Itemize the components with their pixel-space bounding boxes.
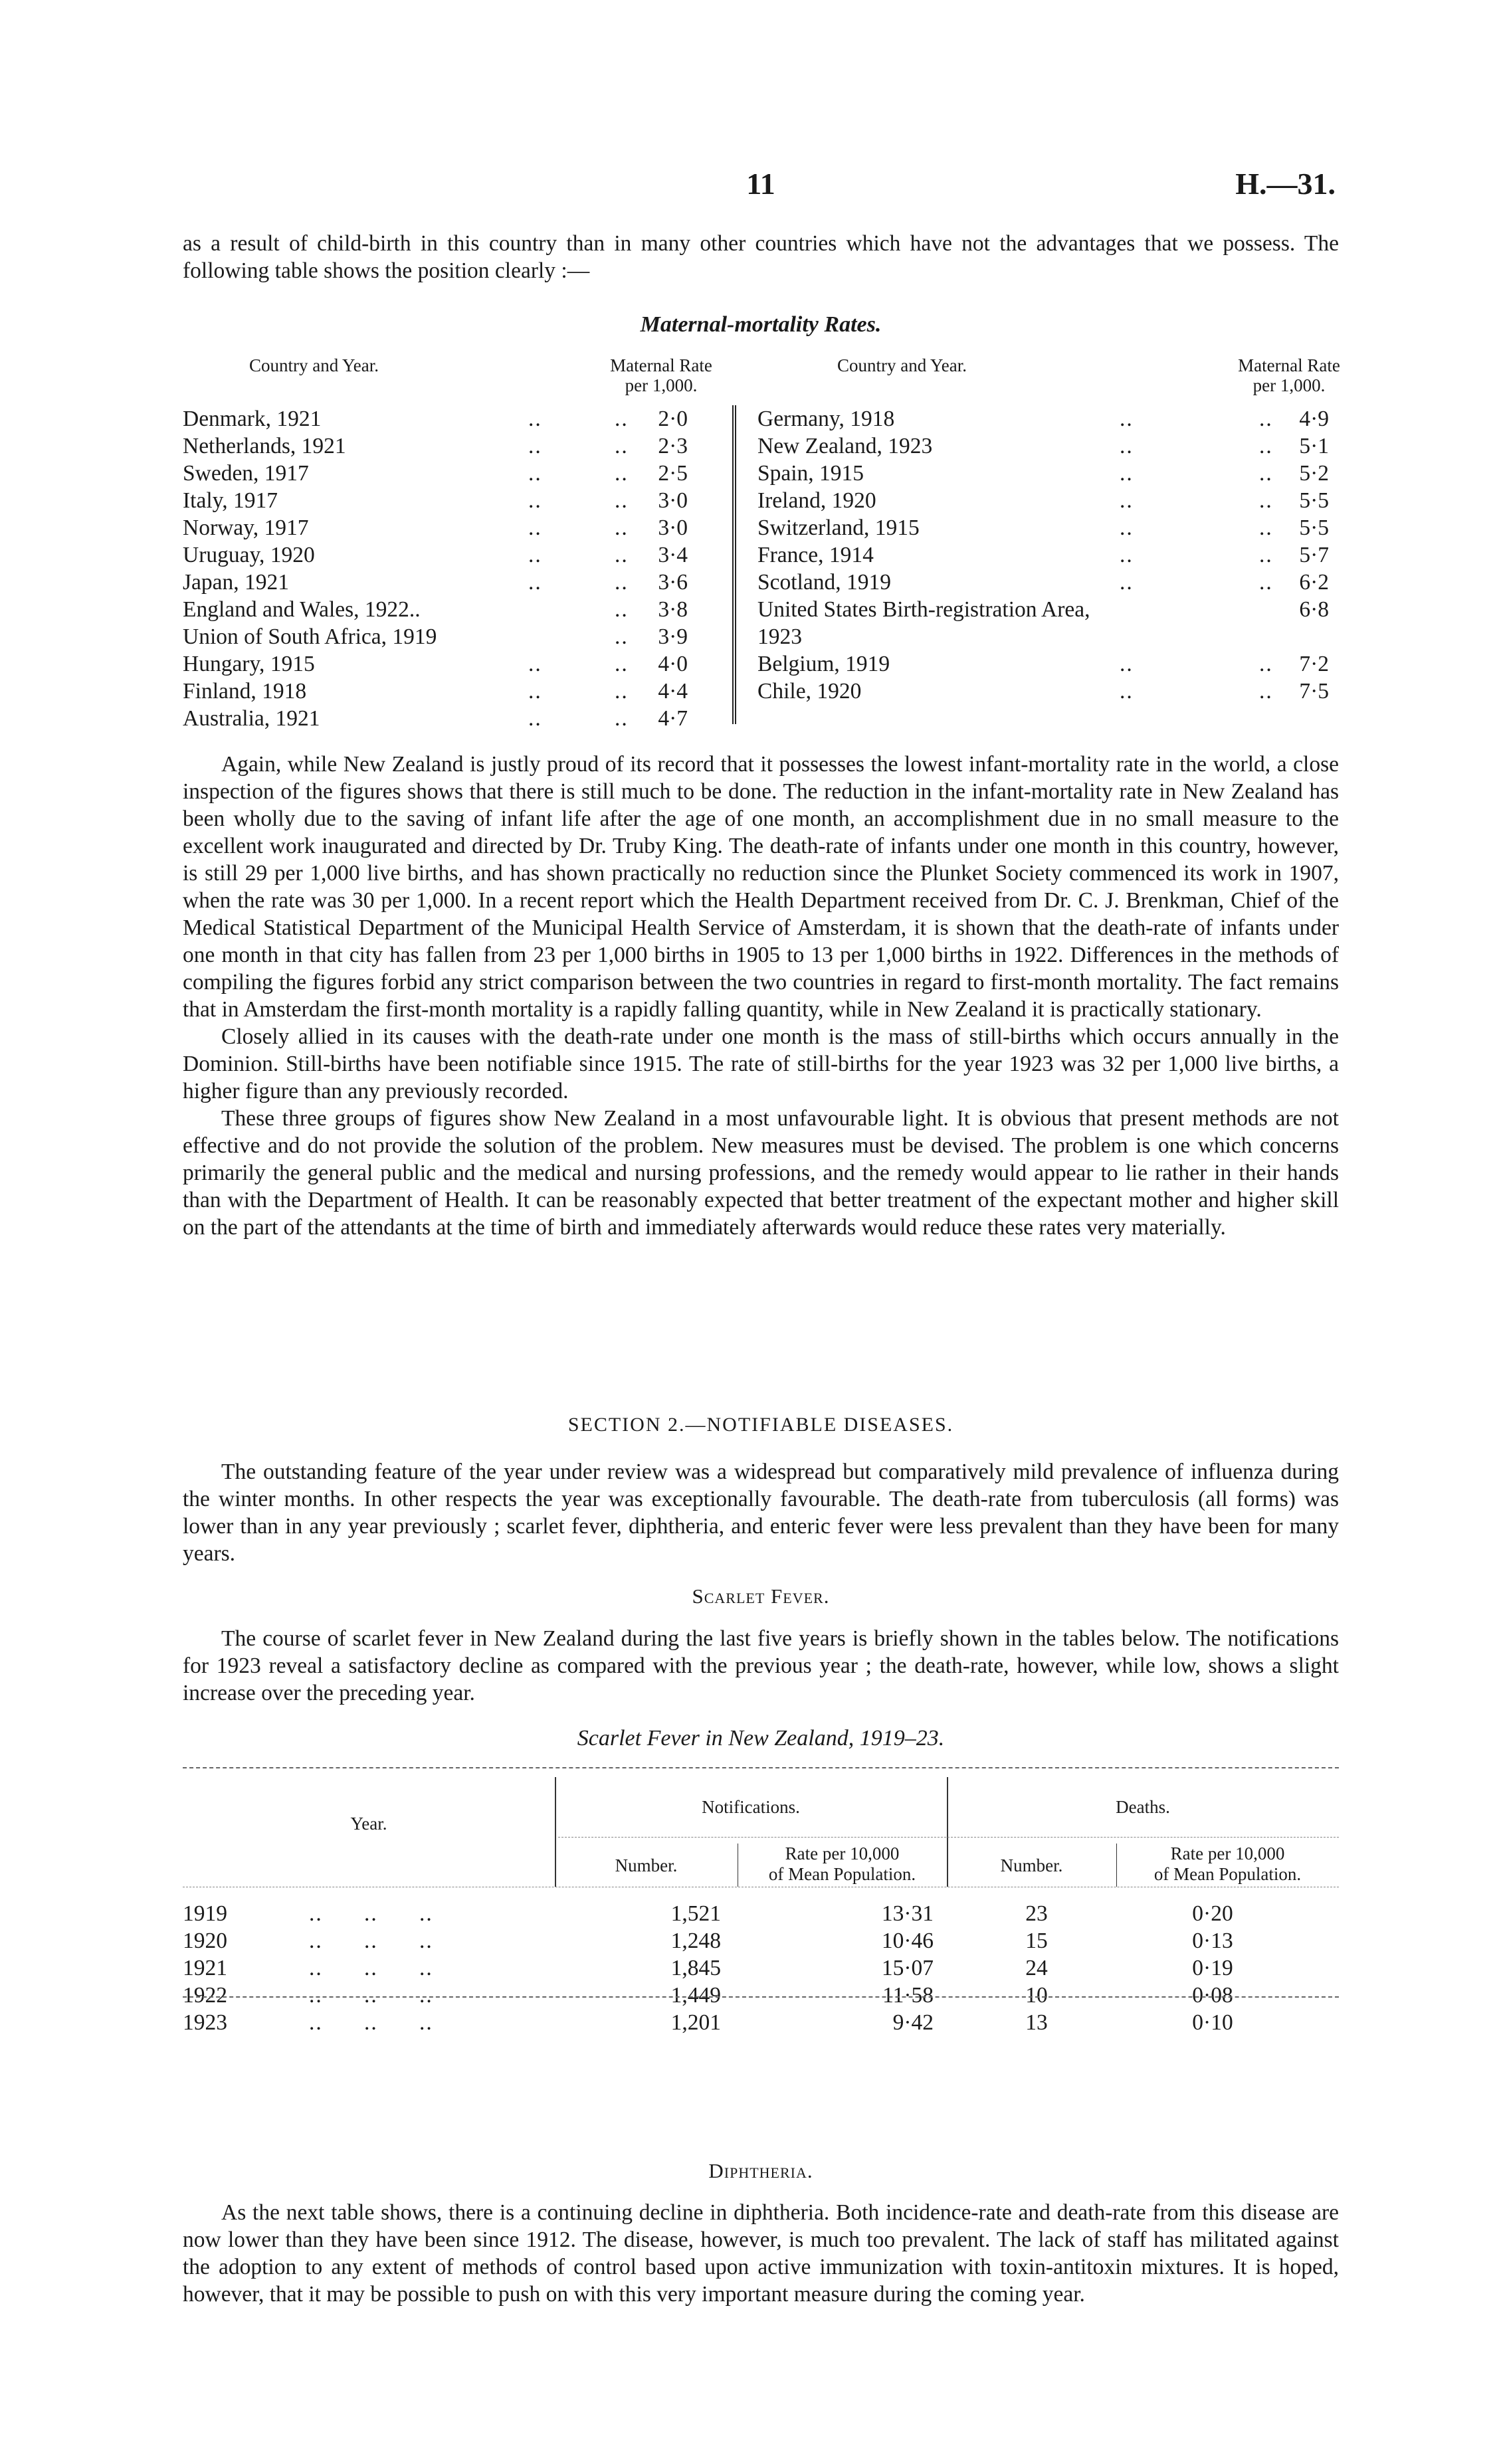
scarlet-fever-heading [183,1584,1339,1608]
maternal-row [183,705,708,732]
leader-dots: .. .. .. [309,1983,433,2008]
section-2-text: The outstanding feature of the year under review was a widespread but comparatively mild prevalence of influenza during the winter months. In other respects the year was exceptionally favourable. The death-rate from tuberculosis (all forms) was lower than in any year previously ; scarlet fever, diphtheria, and enteric fever were less prevalent than they have been for many years. [183,1460,1339,1566]
leader-dots: .. .. .. [309,1901,433,1926]
leader-dots: .. [615,516,629,540]
leader-dots: .. [1259,543,1273,567]
maternal-row [757,460,1339,487]
leader-dots: .. [1120,407,1134,431]
section-2-body [183,1458,1339,1567]
maternal-rate-value: 7·2 [1299,652,1329,676]
th-notif-rate-line2: of Mean Population. [768,1864,916,1884]
maternal-rate-value: 7·5 [1299,679,1329,704]
maternal-rate-value: 4·0 [658,652,688,676]
leader-dots: .. [1259,488,1273,513]
leader-dots: .. [1259,461,1273,486]
col-header-rate-2-line2: per 1,000. [1252,375,1326,395]
country-name: Finland, 1918 [183,679,307,704]
maternal-rate-value: 5·1 [1299,434,1329,458]
scarlet-fever-heading-text: Scarlet Fever. [692,1584,830,1608]
paragraph-still-births: Closely allied in its causes with the death-rate under one month is the mass of still-births which occurs annually in the Dominion. Still-births have been notifiable since 1915. The rate of still-births for the year 1923 was 32 per 1,000 live births, a higher figure than any previously recorded. [183,1024,1339,1103]
leader-dots: .. [1120,543,1134,567]
country-name: Spain, 1915 [757,461,864,486]
maternal-rate-value: 3·9 [658,624,688,649]
infant-mortality-section [183,751,1339,1241]
maternal-row [183,596,708,623]
leader-dots: .. [528,461,542,486]
leader-dots: .. [1120,461,1134,486]
maternal-left-rows [183,405,708,732]
maternal-rate-value: 5·7 [1299,543,1329,567]
leader-dots: .. [615,570,629,595]
cell-notifications: 1,248 [670,1929,721,1953]
leader-dots: .. [1259,679,1273,704]
country-name: France, 1914 [757,543,874,567]
leader-dots: .. [1259,516,1273,540]
country-name: Australia, 1921 [183,706,320,731]
th-deaths: Deaths. [1116,1797,1170,1817]
paragraph-unfavourable: These three groups of figures show New Zealand in a most unfavourable light. It is obvious that present methods are not effective and do not provide the solution of the problem. New measures must be devised. The problem is one which concerns primarily the general public and the medical and nursing professions, and the remedy would appear to lie rather in their hands than with the Department of Health. It can be reasonably expected that better treatment of the expectant mother and higher skill on the part of the attendants at the time of birth and immediately afterwards would reduce these rates very materially. [183,1106,1339,1240]
maternal-rate-value: 3·0 [658,516,688,540]
maternal-row [757,432,1339,460]
maternal-rate-value: 5·2 [1299,461,1329,486]
leader-dots: .. [615,679,629,704]
cell-death-rate: 0·13 [1192,1929,1233,1953]
table-sub-rule [558,1837,1339,1838]
maternal-row [757,650,1339,678]
maternal-row [757,596,1339,650]
diphtheria-heading-text: Diphtheria. [708,2159,813,2182]
leader-dots: .. [1120,488,1134,513]
maternal-row [183,460,708,487]
th-year: Year. [350,1814,387,1834]
leader-dots: .. [1120,652,1134,676]
col-header-rate-2-line1: Maternal Rate [1238,355,1340,375]
country-name: Netherlands, 1921 [183,434,346,458]
cell-death-rate: 0·08 [1192,1983,1233,2008]
maternal-row [757,514,1339,541]
leader-dots: .. [615,597,629,622]
country-name: Chile, 1920 [757,679,862,704]
country-name: Switzerland, 1915 [757,516,920,540]
country-name: Hungary, 1915 [183,652,315,676]
maternal-row [183,569,708,596]
scarlet-table-caption: Scarlet Fever in New Zealand, 1919–23. [577,1726,945,1751]
cell-notifications: 1,201 [670,2010,721,2035]
diphtheria-body [183,2199,1339,2308]
scarlet-fever-body [183,1625,1339,1707]
country-name: Scotland, 1919 [757,570,891,595]
maternal-rate-value: 3·8 [658,597,688,622]
country-name: New Zealand, 1923 [757,434,933,458]
th-death-rate [1116,1844,1339,1885]
country-name: Germany, 1918 [757,407,895,431]
leader-dots: .. [615,652,629,676]
maternal-row [757,541,1339,569]
cell-year: 1921 [183,1956,227,1980]
diphtheria-text: As the next table shows, there is a continuing decline in diphtheria. Both incidence-rate and death-rate from this disease are now lower than they have been since 1912. The disease, however, is much too prevalent. The lack of staff has militated against the adoption to any extent of methods of control based upon active immunization with toxin-antitoxin mixtures. It is hoped, however, that it may be possible to push on with this very important measure during the coming year. [183,2200,1339,2307]
leader-dots: .. [1259,570,1273,595]
scarlet-fever-text: The course of scarlet fever in New Zealand during the last five years is briefly shown in the tables below. The notifications for 1923 reveal a satisfactory decline as compared with the previous year ; the death-rate, however, while low, shows a slight increase over the preceding year. [183,1626,1339,1705]
table-row [183,1954,1339,1982]
col-header-rate-line2: per 1,000. [625,375,698,395]
country-name-continued: 1923 [757,624,802,649]
maternal-rate-value: 5·5 [1299,488,1329,513]
th-notif-number: Number. [615,1855,678,1875]
th-death-rate-line2: of Mean Population. [1153,1864,1302,1884]
cell-notification-rate: 15·07 [881,1956,934,1980]
section-2-heading: SECTION 2.—NOTIFIABLE DISEASES. [567,1414,954,1436]
cell-notification-rate: 13·31 [881,1901,934,1926]
maternal-row [183,405,708,432]
intro-paragraph [183,230,1339,284]
maternal-rate-value: 3·6 [658,570,688,595]
paragraph-infant-mortality: Again, while New Zealand is justly proud of its record that it possesses the lowest infant-mortality rate in the world, a close inspection of the figures shows that there is still much to be done. The reduction in the infant-mortality rate in New Zealand has been wholly due to the saving of infant life after the age of one month, an accomplishment due in no small measure to the excellent work inaugurated and directed by Dr. Truby King. The death-rate of infants under one month in this country, however, is still 29 per 1,000 live births, and has shown practically no reduction since the Plunket Society commenced its work in 1907, when the rate was 30 per 1,000. In a recent report which the Health Department received from Dr. C. J. Brenkman, Chief of the Medical Statistical Department of the Municipal Health Service of Amsterdam, it is shown that the death-rate of infants under one month in that city has fallen from 23 per 1,000 births in 1905 to 13 per 1,000 births in 1922. Differences in the methods of compiling the figures forbid any strict comparison between the two countries in regard to first-month mortality. The fact remains that in Amsterdam the first-month mortality is a rapidly falling quantity, while in New Zealand it is practically stationary. [183,752,1339,1022]
leader-dots: .. [528,488,542,513]
maternal-rate-value: 2·5 [658,461,688,486]
cell-deaths: 13 [1025,2010,1048,2035]
leader-dots: .. [1120,679,1134,704]
table-top-rule [183,1767,1339,1768]
table-bottom-rule [183,1996,1339,1998]
maternal-right-rows [757,405,1339,705]
maternal-row [183,487,708,514]
cell-year: 1922 [183,1983,227,2008]
country-name: Norway, 1917 [183,516,309,540]
country-name: Japan, 1921 [183,570,290,595]
table-row [183,2009,1339,2036]
cell-deaths: 24 [1025,1956,1048,1980]
maternal-row [183,541,708,569]
leader-dots: .. [528,679,542,704]
leader-dots: .. .. .. [309,1929,433,1953]
column-divider [732,405,736,724]
maternal-mortality-table [183,355,1339,741]
cell-death-rate: 0·10 [1192,2010,1233,2035]
col-header-country: Country and Year. [249,355,379,375]
maternal-rate-value: 3·0 [658,488,688,513]
country-name: Denmark, 1921 [183,407,322,431]
cell-deaths: 10 [1025,1983,1048,2008]
maternal-rate-value: 4·7 [658,706,688,731]
leader-dots: .. [615,488,629,513]
leader-dots: .. [615,706,629,731]
maternal-row [183,514,708,541]
maternal-row [757,569,1339,596]
maternal-row [757,678,1339,705]
th-death-number: Number. [1000,1855,1063,1875]
country-name: Ireland, 1920 [757,488,876,513]
country-name: United States Birth-registration Area, [757,597,1090,622]
country-name: Belgium, 1919 [757,652,890,676]
col-header-country-2: Country and Year. [837,355,967,375]
maternal-rate-value: 3·4 [658,543,688,567]
th-notif-rate [738,1844,947,1885]
cell-notifications: 1,845 [670,1956,721,1980]
country-name: England and Wales, 1922.. [183,597,421,622]
leader-dots: .. .. .. [309,1956,433,1980]
maternal-row [183,432,708,460]
diphtheria-heading [183,2159,1339,2183]
th-notifications: Notifications. [702,1797,800,1817]
leader-dots: .. [528,407,542,431]
leader-dots: .. [615,434,629,458]
maternal-row [757,405,1339,432]
leader-dots: .. [528,434,542,458]
col-header-rate-2 [1216,355,1362,395]
page-number: 11 [746,167,775,201]
cell-year: 1919 [183,1901,227,1926]
maternal-rate-value: 5·5 [1299,516,1329,540]
maternal-rate-value: 2·3 [658,434,688,458]
leader-dots: .. [1120,570,1134,595]
document-reference: H.—31. [1235,167,1336,201]
maternal-row [183,623,708,650]
leader-dots: .. [1259,407,1273,431]
cell-deaths: 15 [1025,1929,1048,1953]
leader-dots: .. [1259,434,1273,458]
table-row [183,1982,1339,2009]
page-header [183,166,1339,206]
leader-dots: .. [528,706,542,731]
country-name: Italy, 1917 [183,488,278,513]
maternal-rate-value: 4·4 [658,679,688,704]
scarlet-fever-table [183,1767,1339,2035]
leader-dots: .. [615,461,629,486]
leader-dots: .. [528,652,542,676]
leader-dots: .. .. .. [309,2010,433,2035]
col-header-rate-line1: Maternal Rate [610,355,712,375]
maternal-rate-value: 4·9 [1299,407,1329,431]
th-death-rate-line1: Rate per 10,000 [1170,1844,1285,1863]
cell-notification-rate: 11·58 [882,1983,934,2008]
leader-dots: .. [528,516,542,540]
maternal-table-caption: Maternal-mortality Rates. [640,312,882,337]
cell-notification-rate: 9·42 [892,2010,934,2035]
table-row [183,1927,1339,1954]
leader-dots: .. [1259,652,1273,676]
th-notif-rate-line1: Rate per 10,000 [785,1844,900,1863]
cell-death-rate: 0·20 [1192,1901,1233,1926]
leader-dots: .. [528,543,542,567]
intro-text: as a result of child-birth in this country than in many other countries which have not the advantages that we possess. The following table shows the position clearly :— [183,231,1339,283]
maternal-row [183,678,708,705]
leader-dots: .. [615,407,629,431]
maternal-rate-value: 2·0 [658,407,688,431]
country-name: Union of South Africa, 1919 [183,624,437,649]
leader-dots: .. [615,624,629,649]
cell-notifications: 1,449 [670,1983,721,2008]
cell-death-rate: 0·19 [1192,1956,1233,1980]
leader-dots: .. [528,570,542,595]
maternal-rate-value: 6·2 [1299,570,1329,595]
cell-notification-rate: 10·46 [881,1929,934,1953]
maternal-row [757,487,1339,514]
maternal-rate-value: 6·8 [1299,597,1329,622]
country-name: Sweden, 1917 [183,461,309,486]
cell-year: 1920 [183,1929,227,1953]
cell-notifications: 1,521 [670,1901,721,1926]
cell-deaths: 23 [1025,1901,1048,1926]
leader-dots: .. [615,543,629,567]
leader-dots: .. [1120,434,1134,458]
country-name: Uruguay, 1920 [183,543,315,567]
table-row [183,1900,1339,1927]
cell-year: 1923 [183,2010,227,2035]
maternal-row [183,650,708,678]
leader-dots: .. [1120,516,1134,540]
col-header-rate [588,355,734,395]
